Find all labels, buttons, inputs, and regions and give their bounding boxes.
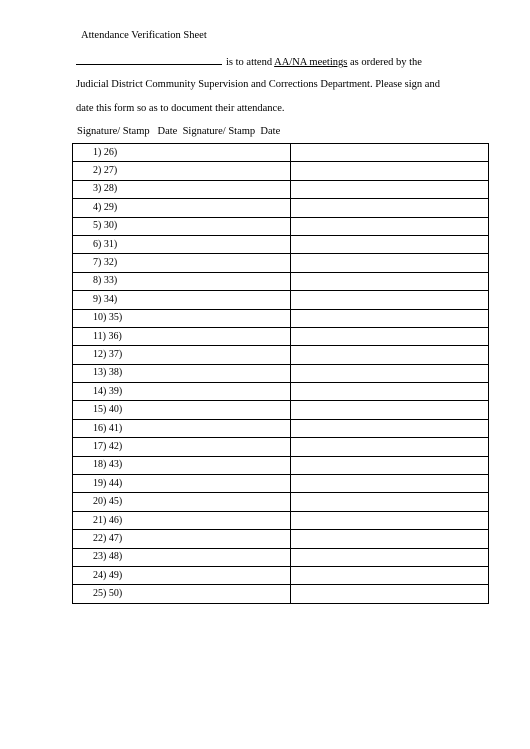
signature-cell[interactable] (291, 235, 489, 253)
instruction-line-1 (76, 54, 422, 68)
instruction-line-2: Judicial District Community Supervision and Corrections Department. Please sign and (76, 79, 440, 90)
row-label-cell[interactable]: 16) 41) (73, 419, 291, 437)
signature-cell[interactable] (291, 144, 489, 162)
table-row (73, 291, 489, 309)
table-row (73, 254, 489, 272)
row-label-cell[interactable]: 22) 47) (73, 530, 291, 548)
row-label-cell[interactable]: 1) 26) (73, 144, 291, 162)
table-row (73, 162, 489, 180)
table-row (73, 180, 489, 198)
attendance-table (72, 143, 489, 604)
name-blank-field[interactable] (76, 54, 222, 65)
signature-cell[interactable] (291, 272, 489, 290)
table-row (73, 327, 489, 345)
row-label-cell[interactable]: 17) 42) (73, 438, 291, 456)
page-title: Attendance Verification Sheet (81, 30, 207, 41)
table-row (73, 272, 489, 290)
row-label-cell[interactable]: 18) 43) (73, 456, 291, 474)
signature-cell[interactable] (291, 419, 489, 437)
table-row (73, 235, 489, 253)
signature-cell[interactable] (291, 530, 489, 548)
signature-cell[interactable] (291, 364, 489, 382)
row-label-cell[interactable]: 2) 27) (73, 162, 291, 180)
table-row (73, 566, 489, 584)
signature-cell[interactable] (291, 585, 489, 603)
row-label-cell[interactable]: 5) 30) (73, 217, 291, 235)
row-label-cell[interactable]: 25) 50) (73, 585, 291, 603)
row-label-cell[interactable]: 21) 46) (73, 511, 291, 529)
column-headers: Signature/ Stamp Date Signature/ Stamp Date (77, 126, 281, 137)
row-label-cell[interactable]: 10) 35) (73, 309, 291, 327)
table-row (73, 419, 489, 437)
row-label-cell[interactable]: 15) 40) (73, 401, 291, 419)
row-label-cell[interactable]: 3) 28) (73, 180, 291, 198)
row-label-cell[interactable]: 24) 49) (73, 566, 291, 584)
signature-cell[interactable] (291, 217, 489, 235)
signature-cell[interactable] (291, 493, 489, 511)
signature-cell[interactable] (291, 438, 489, 456)
signature-cell[interactable] (291, 566, 489, 584)
signature-cell[interactable] (291, 548, 489, 566)
signature-cell[interactable] (291, 456, 489, 474)
signature-cell[interactable] (291, 511, 489, 529)
table-row (73, 530, 489, 548)
table-row (73, 475, 489, 493)
signature-cell[interactable] (291, 346, 489, 364)
instruction-text-a: is to attend (226, 57, 273, 68)
signature-cell[interactable] (291, 180, 489, 198)
instruction-line-3: date this form so as to document their attendance. (76, 103, 285, 114)
table-row (73, 511, 489, 529)
table-row (73, 364, 489, 382)
signature-cell[interactable] (291, 475, 489, 493)
table-row (73, 217, 489, 235)
row-label-cell[interactable]: 9) 34) (73, 291, 291, 309)
table-row (73, 309, 489, 327)
table-row (73, 144, 489, 162)
row-label-cell[interactable]: 8) 33) (73, 272, 291, 290)
row-label-cell[interactable]: 23) 48) (73, 548, 291, 566)
row-label-cell[interactable]: 12) 37) (73, 346, 291, 364)
table-row (73, 383, 489, 401)
table-row (73, 401, 489, 419)
table-row (73, 585, 489, 603)
row-label-cell[interactable]: 4) 29) (73, 199, 291, 217)
row-label-cell[interactable]: 6) 31) (73, 235, 291, 253)
signature-cell[interactable] (291, 309, 489, 327)
table-row (73, 456, 489, 474)
table-row (73, 493, 489, 511)
instruction-text-b: as ordered by the (349, 57, 422, 68)
signature-cell[interactable] (291, 291, 489, 309)
row-label-cell[interactable]: 19) 44) (73, 475, 291, 493)
row-label-cell[interactable]: 20) 45) (73, 493, 291, 511)
row-label-cell[interactable]: 11) 36) (73, 327, 291, 345)
table-row (73, 548, 489, 566)
row-label-cell[interactable]: 14) 39) (73, 383, 291, 401)
table-row (73, 199, 489, 217)
signature-cell[interactable] (291, 199, 489, 217)
meetings-link: AA/NA meetings (274, 57, 348, 68)
signature-cell[interactable] (291, 327, 489, 345)
signature-cell[interactable] (291, 401, 489, 419)
row-label-cell[interactable]: 13) 38) (73, 364, 291, 382)
signature-cell[interactable] (291, 383, 489, 401)
signature-cell[interactable] (291, 162, 489, 180)
table-row (73, 346, 489, 364)
table-row (73, 438, 489, 456)
signature-cell[interactable] (291, 254, 489, 272)
row-label-cell[interactable]: 7) 32) (73, 254, 291, 272)
